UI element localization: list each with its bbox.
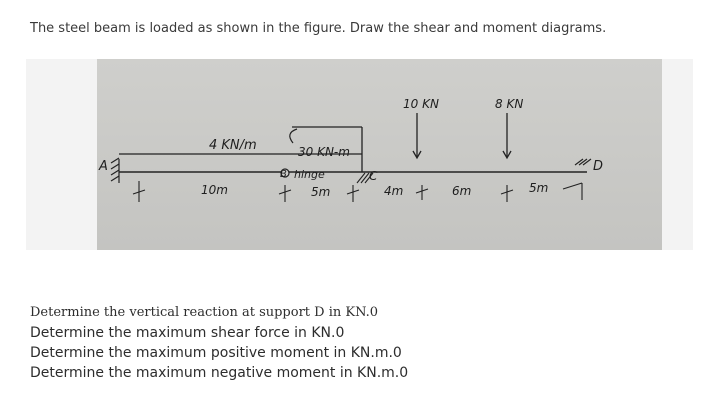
beam-diagram <box>97 59 662 250</box>
label-b: B <box>280 169 287 180</box>
question-item: Determine the maximum negative moment in KN.m.0 <box>30 365 409 381</box>
label-span-5m-a: 5m <box>311 185 331 199</box>
roller-support-d <box>575 159 591 165</box>
point-load-8kn <box>503 113 511 158</box>
point-load-10kn <box>413 113 421 158</box>
label-span-10m: 10m <box>201 183 228 197</box>
label-span-4m: 4m <box>384 184 404 198</box>
label-distributed-load: 4 KN/m <box>209 138 257 153</box>
label-hinge: hinge <box>294 168 325 181</box>
beam-diagram-photo <box>97 59 662 250</box>
label-span-6m: 6m <box>452 184 472 198</box>
label-span-5m-b: 5m <box>529 181 549 195</box>
question-list <box>30 303 408 383</box>
question-item: Determine the maximum shear force in KN.0 <box>30 325 345 341</box>
label-load-8kn: 8 KN <box>495 97 524 111</box>
label-moment: 30 KN-m <box>298 145 350 159</box>
problem-statement: The steel beam is loaded as shown in the figure. Draw the shear and moment diagrams. <box>30 21 607 36</box>
question-item: Determine the vertical reaction at support D in KN.0 <box>30 305 379 320</box>
label-c: C <box>369 169 378 183</box>
fixed-support-a <box>111 158 119 183</box>
label-a: A <box>99 159 108 174</box>
question-item: Determine the maximum positive moment in KN.m.0 <box>30 345 402 361</box>
moment-arrow <box>290 129 297 143</box>
label-load-10kn: 10 KN <box>403 97 439 111</box>
label-d: D <box>593 159 604 174</box>
